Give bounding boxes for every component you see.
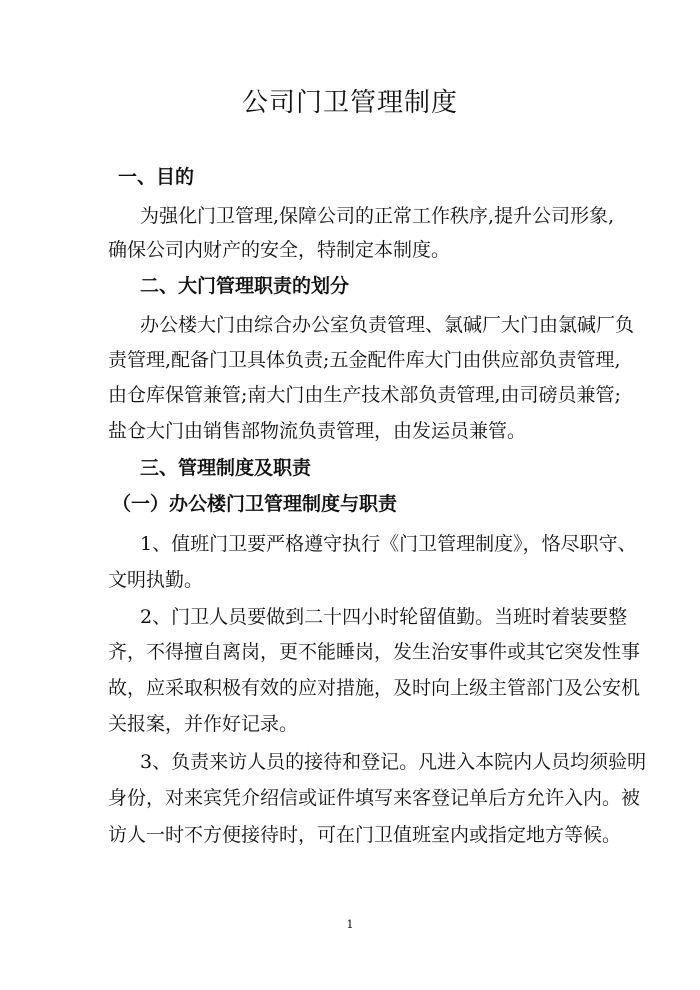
section-heading-purpose: 一、目的	[118, 166, 195, 188]
paragraph-line: 盐仓大门由销售部物流负责管理，由发运员兼管。	[108, 420, 527, 442]
list-item-line: 访人一时不方便接待时，可在门卫值班室内或指定地方等候。	[108, 824, 622, 846]
section-heading-system: 三、管理制度及职责	[140, 457, 312, 479]
list-item-line: 2、门卫人员要做到二十四小时轮留值勤。当班时着装要整	[140, 606, 628, 628]
subsection-heading-office: （一）办公楼门卫管理制度与职责	[112, 493, 398, 515]
paragraph-line: 为强化门卫管理,保障公司的正常工作秩序,提升公司形象,	[140, 205, 615, 227]
paragraph-line: 由仓库保管兼管;南大门由生产技术部负责管理,由司磅员兼管;	[108, 384, 621, 406]
list-item-line: 文明执勤。	[108, 569, 204, 591]
paragraph-line: 办公楼大门由综合办公室负责管理、氯碱厂大门由氯碱厂负	[140, 314, 635, 336]
list-item-line: 3、负责来访人员的接待和登记。凡进入本院内人员均须验明	[140, 751, 647, 773]
page-title: 公司门卫管理制度	[241, 88, 458, 118]
list-item-line: 故，应采取积极有效的应对措施，及时向上级主管部门及公安机	[108, 677, 641, 699]
list-item-line: 关报案，并作好记录。	[108, 713, 299, 735]
page-number: 1	[346, 918, 354, 931]
list-item-line: 齐，不得擅自离岗，更不能睡岗，发生治安事件或其它突发性事	[108, 641, 641, 663]
paragraph-line: 确保公司内财产的安全，特制定本制度。	[108, 239, 451, 261]
list-item-line: 1、值班门卫要严格遵守执行《门卫管理制度》，恪尽职守、	[140, 533, 637, 555]
list-item-line: 身份，对来宾凭介绍信或证件填写来客登记单后方允许入内。被	[108, 787, 641, 809]
paragraph-line: 责管理,配备门卫具体负责;五金配件库大门由供应部负责管理,	[108, 349, 621, 371]
section-heading-responsibility: 二、大门管理职责的划分	[140, 275, 350, 297]
